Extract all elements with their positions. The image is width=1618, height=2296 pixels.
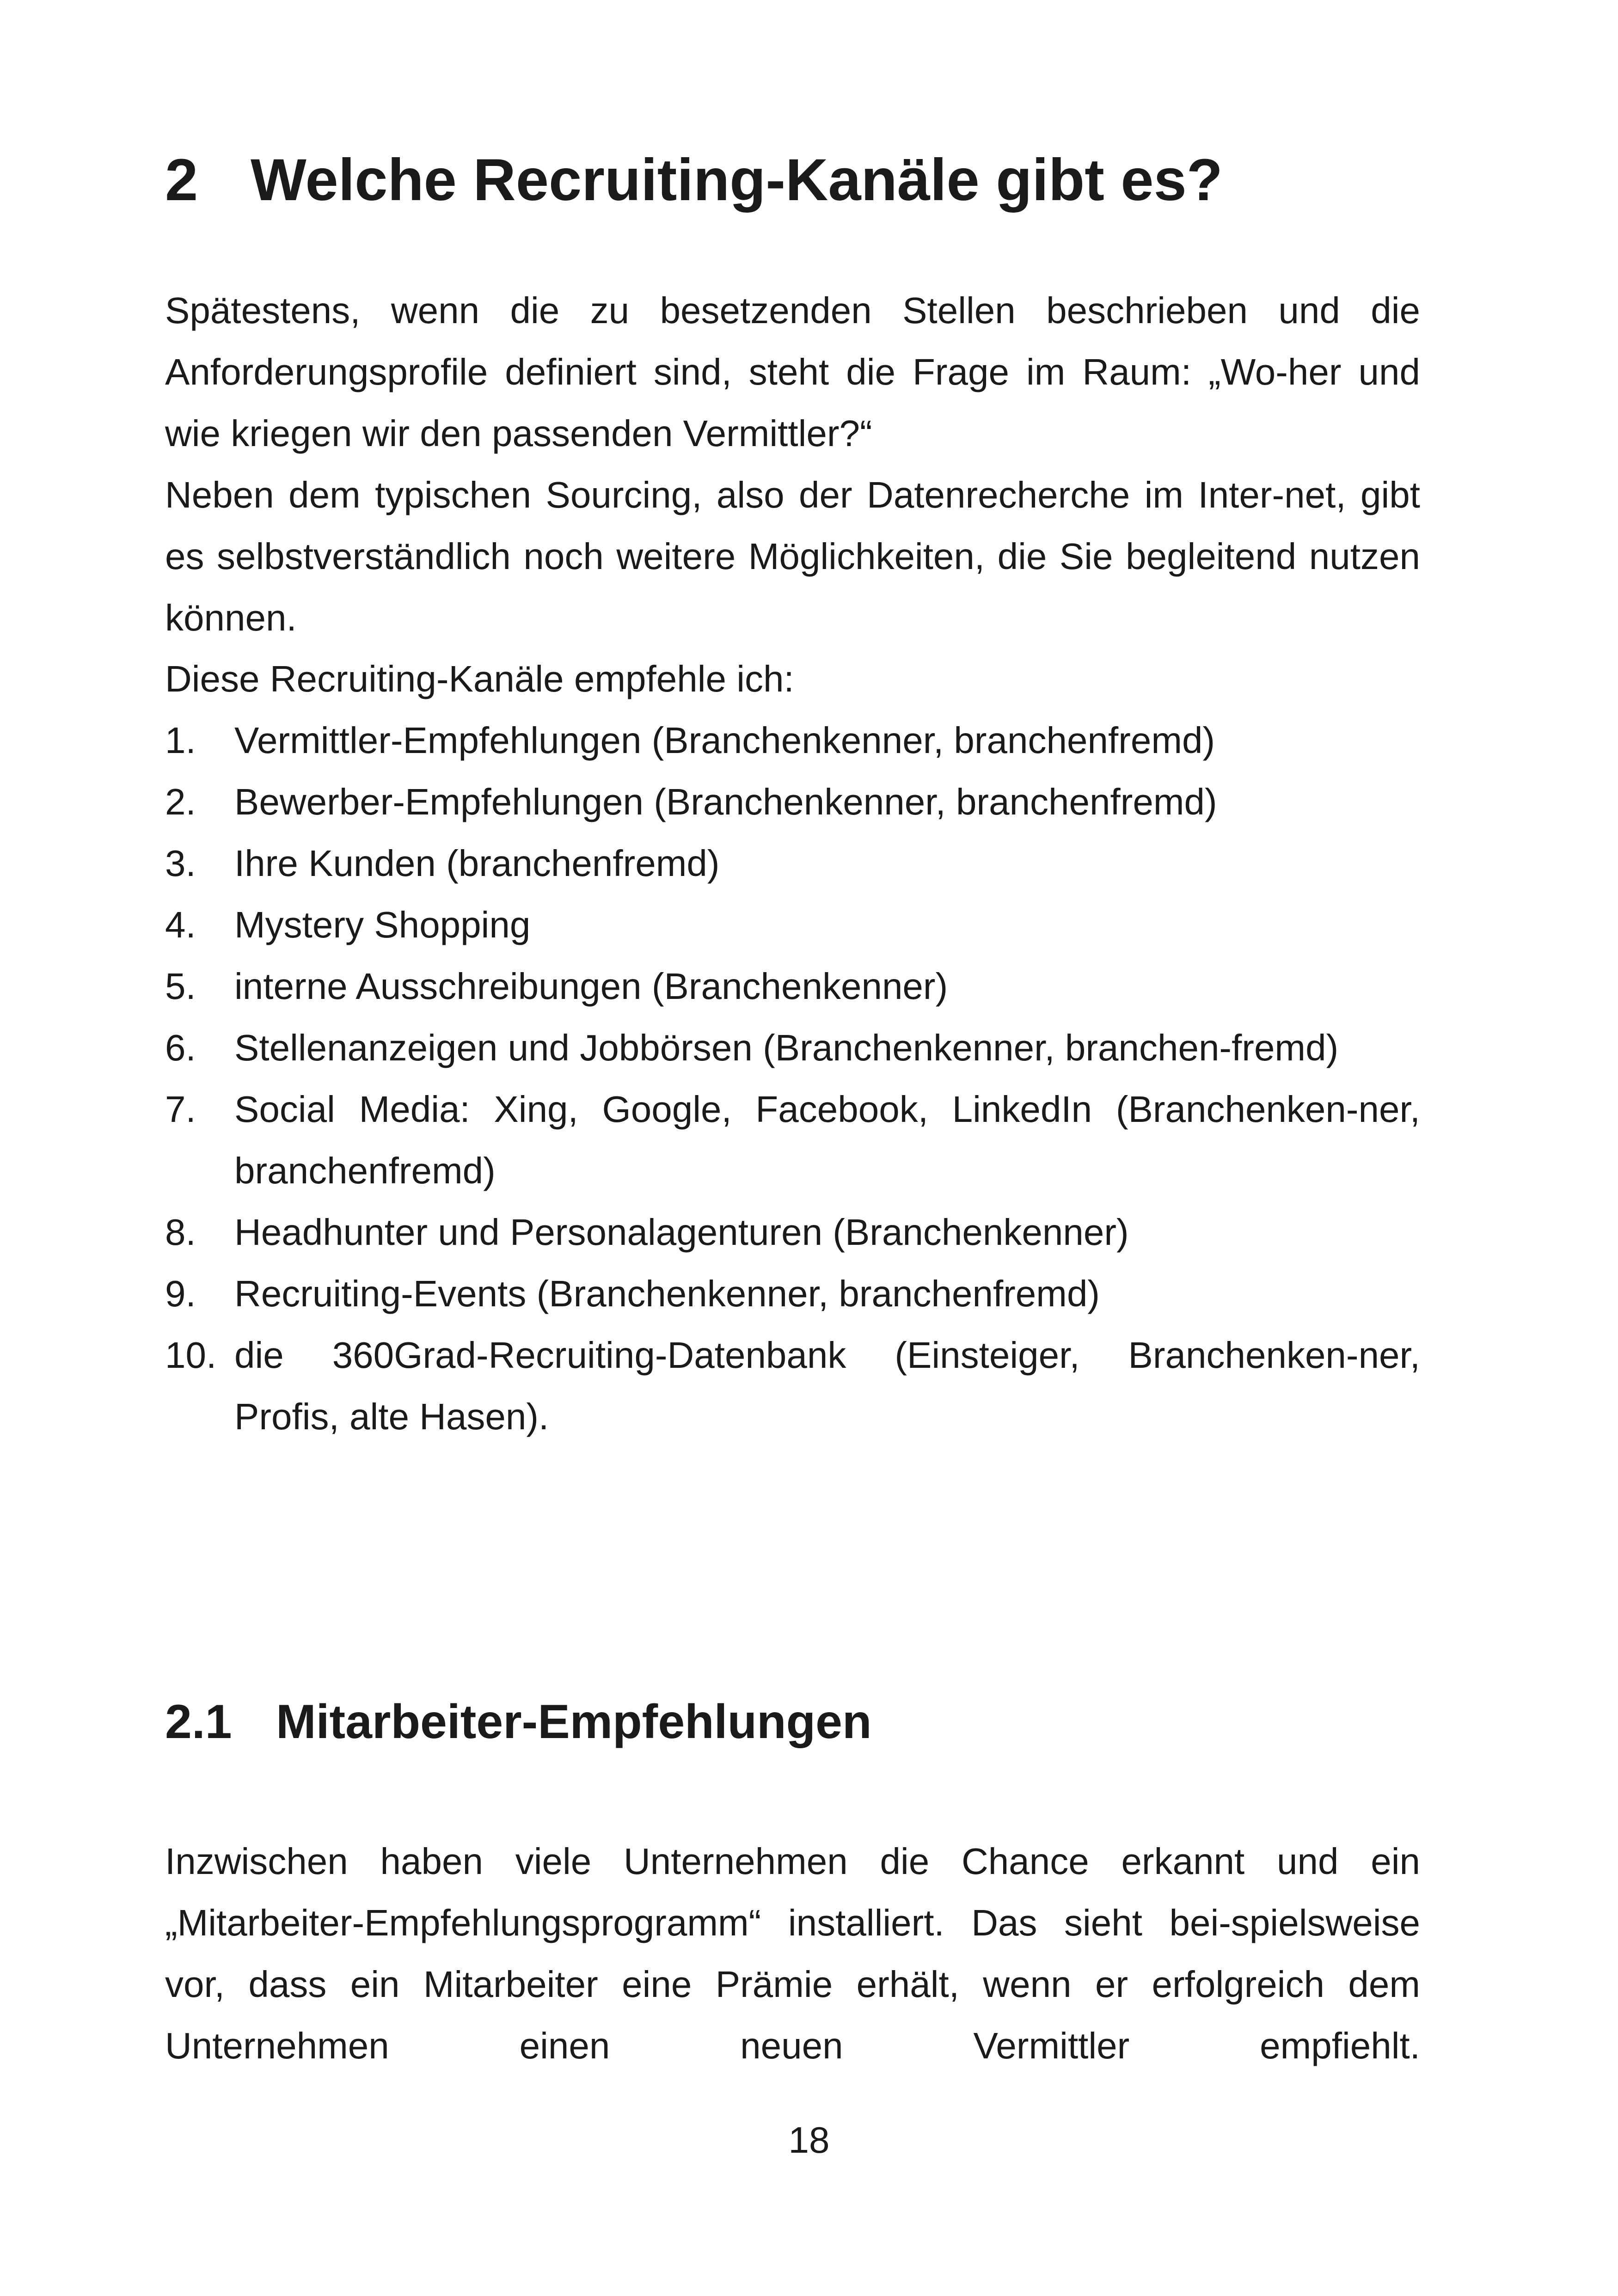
recruiting-channels-list [165,710,1420,1447]
section-paragraph: Inzwischen haben viele Unternehmen die Chance erkannt und ein „Mitarbeiter-Empfehlungsprogramm“ installiert. Das sieht bei-spielsweise vor, dass ein Mitarbeiter eine Prämie erhält, wenn er erfolgreich dem Unternehmen einen neuen Vermittler empfiehlt. [165,1841,1420,2066]
list-item [165,1017,1420,1078]
list-item [165,894,1420,955]
chapter-title: Welche Recruiting-Kanäle gibt es? [251,147,1223,213]
list-marker: 6. [165,1027,196,1068]
list-item-text: Recruiting-Events (Branchenkenner, branchenfremd) [234,1273,1100,1314]
list-marker: 4. [165,904,196,945]
list-item [165,955,1420,1017]
list-marker: 9. [165,1273,196,1314]
list-lead: Diese Recruiting-Kanäle empfehle ich: [165,658,794,699]
list-marker: 3. [165,843,196,884]
page-number: 18 [788,2119,830,2161]
list-item-text: Vermittler-Empfehlungen (Branchenkenner, branchenfremd) [234,720,1215,761]
list-item [165,1201,1420,1263]
list-item [165,710,1420,771]
list-marker: 5. [165,966,196,1007]
intro-text [165,280,1420,649]
list-item [165,1263,1420,1324]
section-number: 2.1 [165,1695,232,1749]
list-item-text: Bewerber-Empfehlungen (Branchenkenner, branchenfremd) [234,781,1217,822]
intro-paragraph: Spätestens, wenn die zu besetzenden Stellen beschrieben und die Anforderungsprofile definiert sind, steht die Frage im Raum: „Wo-her und wie kriegen wir den passenden Vermittler?“ [165,290,1420,454]
intro-paragraph: Neben dem typischen Sourcing, also der Datenrecherche im Inter-net, gibt es selbstverständlich noch weitere Möglichkeiten, die Sie begleitend nutzen können. [165,474,1420,638]
list-marker: 7. [165,1089,196,1130]
list-item [165,1324,1420,1447]
chapter-heading [165,143,1459,217]
list-item [165,771,1420,833]
list-item [165,833,1420,894]
list-item-text: Ihre Kunden (branchenfremd) [234,843,720,884]
list-marker: 2. [165,781,196,822]
list-item [165,1078,1420,1201]
section-heading [165,1690,1459,1754]
chapter-number: 2 [165,147,198,213]
section-title: Mitarbeiter-Empfehlungen [276,1695,872,1749]
list-marker: 8. [165,1212,196,1253]
list-item-text: Headhunter und Personalagenturen (Branchenkenner) [234,1212,1129,1253]
list-item-text: interne Ausschreibungen (Branchenkenner) [234,966,948,1007]
list-marker: 10. [165,1335,217,1376]
list-item-text: die 360Grad-Recruiting-Datenbank (Einsteiger, Branchenken-ner, Profis, alte Hasen). [234,1335,1420,1437]
list-marker: 1. [165,720,196,761]
list-item-text: Stellenanzeigen und Jobbörsen (Branchenkenner, branchen-fremd) [234,1027,1339,1068]
list-item-text: Social Media: Xing, Google, Facebook, LinkedIn (Branchenken-ner, branchenfremd) [234,1089,1420,1191]
list-item-text: Mystery Shopping [234,904,531,945]
